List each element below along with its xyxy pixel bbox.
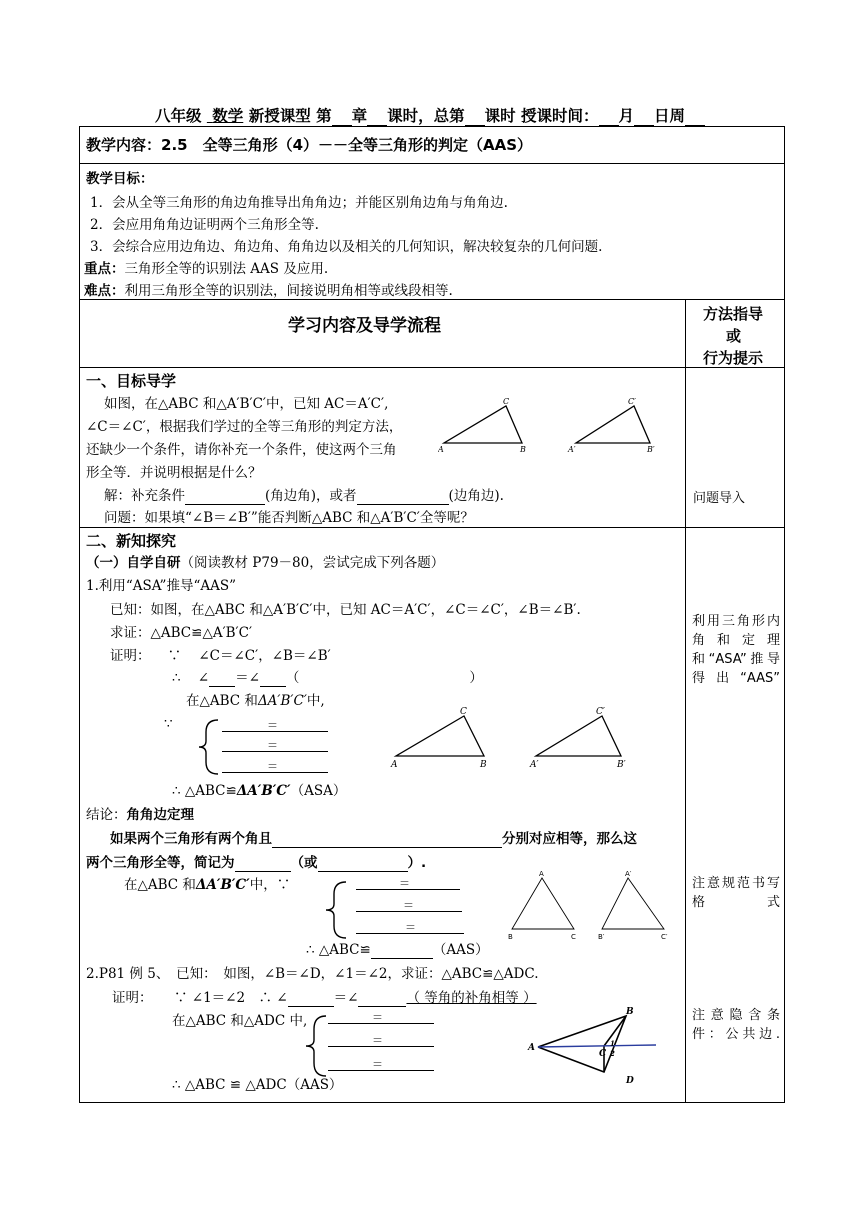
svg-text:B: B bbox=[520, 445, 526, 454]
svg-text:C: C bbox=[599, 1049, 607, 1059]
p1-title: 1.利用“ASA”推导“AAS” bbox=[86, 578, 236, 594]
svg-text:A: A bbox=[539, 870, 544, 878]
section2-title: 二、新知探究 bbox=[86, 532, 177, 550]
theorem-blank[interactable] bbox=[235, 857, 291, 872]
svg-text:C′: C′ bbox=[596, 707, 605, 717]
p1-conclusion: ∴ △ABC≌ΔA′B′C′（ASA） bbox=[172, 783, 347, 799]
s1-triangles-figure bbox=[438, 396, 678, 458]
difficult-point: 难点：利用三角形全等的识别法，间接说明角相等或线段相等. bbox=[84, 283, 453, 299]
s1-line: ∠C＝∠C′，根据我们学过的全等三角形的判定方法， bbox=[86, 419, 403, 435]
objective-item: 3．会综合应用边角边、角边角、角角边以及相关的几何知识，解决较复杂的几何问题. bbox=[90, 239, 603, 255]
p2-conclusion: ∴ △ABC≌ （AAS） bbox=[306, 942, 489, 958]
side-header-line3: 行为提示 bbox=[703, 349, 764, 367]
example5-conclusion: ∴ △ABC ≌ △ADC（AAS） bbox=[172, 1077, 343, 1093]
triangle-abc-prime bbox=[576, 406, 650, 443]
example5-title: 2.P81 例 5、 已知： 如图，∠B＝∠D，∠1＝∠2，求证：△ABC≌△ADC. bbox=[86, 966, 539, 982]
lesson-type-label: 新授课型 第 bbox=[248, 107, 332, 125]
svg-text:C: C bbox=[571, 933, 576, 941]
p1-triangles-figure bbox=[388, 704, 636, 774]
p1-therefore-line: ∴ ∠ ＝∠ （ ） bbox=[172, 670, 483, 686]
svg-text:A′: A′ bbox=[625, 870, 632, 878]
svg-text:A′: A′ bbox=[568, 445, 576, 454]
p2-in-line: 在△ABC 和ΔA′B′C′中，∵ bbox=[124, 877, 291, 893]
svg-text:C: C bbox=[460, 707, 467, 717]
svg-text:B′: B′ bbox=[617, 760, 626, 770]
key-point: 重点：三角形全等的识别法 AAS 及应用. bbox=[84, 261, 329, 277]
angle-blank[interactable] bbox=[209, 672, 235, 687]
svg-text:1: 1 bbox=[610, 1039, 615, 1048]
p1-in-line: 在△ABC 和ΔA′B′C′中, bbox=[186, 693, 325, 709]
content-title: 教学内容：2.5 全等三角形（4）－－全等三角形的判定（AAS） bbox=[86, 136, 533, 154]
side-header-line2: 或 bbox=[726, 327, 742, 345]
left-brace-icon bbox=[298, 1014, 330, 1078]
answer-blank[interactable] bbox=[185, 490, 265, 505]
p2-triangles-figure bbox=[504, 868, 674, 944]
svg-text:C′: C′ bbox=[628, 397, 636, 406]
s1-answer-line: 解：补充条件 (角边角)，或者 (边角边). bbox=[104, 488, 504, 504]
left-brace-icon bbox=[196, 718, 226, 776]
side-header-line1: 方法指导 bbox=[703, 305, 764, 323]
s1-question: 问题：如果填“∠B＝∠B′”能否判断△ABC 和△A′B′C′全等呢？ bbox=[104, 510, 474, 526]
theorem-blank[interactable] bbox=[318, 857, 408, 872]
answer-blank[interactable] bbox=[371, 944, 433, 959]
angle-blank[interactable] bbox=[288, 992, 334, 1007]
conclusion-line: 结论：角角边定理 bbox=[86, 807, 194, 823]
because-symbol: ∵ bbox=[164, 716, 173, 732]
s1-line: 如图，在△ABC 和△A′B′C′中，已知 AC＝A′C′, bbox=[104, 396, 389, 412]
side-note-derive: 利用三角形内角和定理和“ASA”推导得出“AAS” bbox=[692, 614, 780, 686]
theorem-line2: 两个三角形全等，简记为 （或 ）. bbox=[86, 855, 427, 871]
side-note-hidden-condition: 注意隐含条件：公共边. bbox=[692, 1008, 780, 1042]
example5-proof-line: 证明： ∵ ∠1＝∠2 ∴ ∠ ＝∠ （ 等角的补角相等 ） bbox=[112, 990, 537, 1006]
svg-text:2: 2 bbox=[610, 1049, 615, 1058]
svg-text:A: A bbox=[391, 760, 398, 770]
s1-line: 还缺少一个条件，请你补充一个条件，使这两个三角 bbox=[86, 442, 397, 458]
left-brace-icon bbox=[318, 880, 352, 940]
side-note-format: 注意规范书写格式 bbox=[692, 876, 780, 910]
theorem-line1: 如果两个三角形有两个角且 分别对应相等，那么这 bbox=[110, 831, 637, 847]
example5-in-line: 在△ABC 和△ADC 中, bbox=[172, 1013, 308, 1029]
p1-prove: 求证：△ABC≌△A′B′C′ bbox=[110, 625, 253, 641]
triangle-abc bbox=[444, 406, 522, 443]
svg-text:A: A bbox=[438, 445, 444, 454]
svg-text:B: B bbox=[508, 933, 513, 941]
subject-label: 数学 bbox=[212, 107, 244, 125]
svg-text:A: A bbox=[528, 1043, 535, 1053]
objective-item: 2．会应用角角边证明两个三角形全等. bbox=[90, 217, 319, 233]
p1-given: 已知：如图，在△ABC 和△A′B′C′中，已知 AC＝A′C′，∠C＝∠C′，∠B＝∠B′. bbox=[110, 602, 581, 618]
svg-text:C: C bbox=[503, 397, 510, 406]
objective-item: 1．会从全等三角形的角边角推导出角角边；并能区别角边角与角角边. bbox=[90, 195, 508, 211]
example5-figure bbox=[526, 1002, 666, 1092]
answer-blank[interactable] bbox=[357, 490, 449, 505]
angle-blank[interactable] bbox=[260, 672, 286, 687]
theorem-blank[interactable] bbox=[272, 833, 502, 848]
svg-text:B′: B′ bbox=[598, 933, 605, 941]
svg-text:B: B bbox=[626, 1007, 634, 1017]
svg-text:B: B bbox=[480, 760, 487, 770]
p1-proof-line: 证明： ∵ ∠C＝∠C′，∠B＝∠B′ bbox=[110, 648, 331, 664]
svg-text:B′: B′ bbox=[647, 445, 655, 454]
main-column-header: 学习内容及导学流程 bbox=[288, 316, 441, 336]
section1-title: 一、目标导学 bbox=[86, 372, 177, 390]
angle-blank[interactable] bbox=[358, 992, 406, 1007]
svg-text:C′: C′ bbox=[661, 933, 668, 941]
lesson-header: 八年级 数学 新授课型 第 章 课时，总第 课时 授课时间： 月 日周 bbox=[0, 104, 860, 126]
grade-label: 八年级 bbox=[154, 107, 202, 125]
objectives-label: 教学目标： bbox=[86, 171, 154, 187]
svg-text:A′: A′ bbox=[530, 760, 539, 770]
sub1-heading: （一）自学自研（阅读教材 P79－80，尝试完成下列各题） bbox=[86, 555, 445, 571]
svg-text:D: D bbox=[626, 1076, 634, 1086]
s1-line: 形全等．并说明根据是什么？ bbox=[86, 465, 262, 481]
side-note-intro: 问题导入 bbox=[693, 491, 746, 506]
